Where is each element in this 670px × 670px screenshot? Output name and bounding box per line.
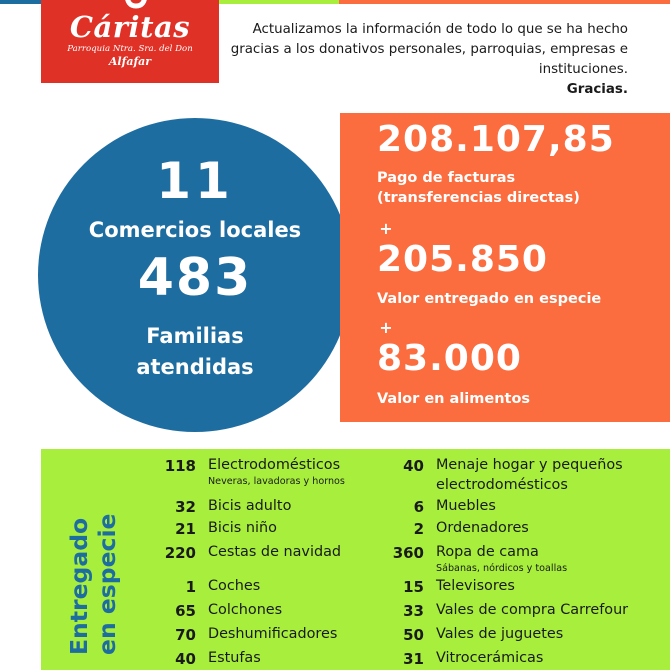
item-label: Bicis niño [208, 520, 277, 536]
item-quantity: 118 [164, 457, 196, 475]
item-label: Bicis adulto [208, 498, 292, 514]
item-label: Televisores [436, 578, 515, 594]
label-invoices [377, 168, 580, 208]
intro-paragraph [228, 20, 628, 100]
list-item [160, 520, 196, 540]
item-label: Cestas de navidad [208, 544, 342, 560]
intro-thanks: Gracias. [566, 82, 628, 97]
item-label: Coches [208, 578, 261, 594]
item-note: Neveras, lavadoras y hornos [208, 476, 345, 487]
list-item [380, 498, 424, 518]
item-label: Menaje hogar y pequeños [436, 457, 623, 473]
item-quantity: 2 [413, 520, 424, 538]
label-invoices-line1: Pago de facturas [377, 170, 516, 186]
item-label: Colchones [208, 602, 283, 618]
top-strip-green [219, 0, 339, 4]
amount-in-kind: 205.850 [377, 239, 548, 280]
item-quantity: 65 [175, 602, 196, 620]
logo-town: Alfafar [108, 55, 152, 68]
amount-food: 83.000 [377, 338, 522, 379]
item-quantity: 40 [403, 457, 424, 475]
item-label: Estufas [208, 650, 261, 666]
top-strip-blue [0, 0, 41, 4]
item-label: Ordenadores [436, 520, 529, 536]
list-item [160, 602, 196, 622]
totals-box [340, 113, 670, 422]
item-label: Muebles [436, 498, 496, 514]
item-quantity: 31 [403, 650, 424, 668]
top-strip-orange [339, 0, 670, 4]
item-quantity: 15 [403, 578, 424, 596]
logo-parish: Parroquia Ntra. Sra. del Don [67, 44, 193, 54]
item-quantity: 220 [164, 544, 196, 562]
families-label [38, 321, 352, 383]
list-item [160, 544, 196, 564]
families-count: 483 [137, 248, 253, 308]
item-label: Vales de juguetes [436, 626, 564, 642]
stats-circle [38, 118, 352, 432]
shops-label: Comercios locales [88, 218, 302, 242]
in-kind-title-line1: Entregado [65, 517, 93, 655]
shops-count: 11 [156, 152, 234, 210]
list-item [380, 578, 424, 598]
label-food: Valor en alimentos [377, 391, 531, 407]
item-quantity: 21 [175, 520, 196, 538]
label-invoices-line2: (transferencias directas) [377, 190, 580, 206]
item-label-continued: electrodomésticos [436, 477, 568, 493]
item-quantity: 40 [175, 650, 196, 668]
item-note: Sábanas, nórdicos y toallas [436, 563, 568, 574]
list-item [380, 602, 424, 622]
list-item [160, 626, 196, 646]
item-label: Deshumificadores [208, 626, 338, 642]
list-item [160, 457, 196, 477]
in-kind-box [41, 449, 670, 670]
item-label: Vitrocerámicas [436, 650, 544, 666]
list-item [380, 457, 424, 477]
list-item [160, 650, 196, 670]
intro-text: Actualizamos la información de todo lo que se ha hecho gracias a los donativos personales, parroquias, empresas e instituciones. [230, 22, 628, 77]
item-label: Electrodomésticos [208, 457, 341, 473]
item-quantity: 6 [413, 498, 424, 516]
item-quantity: 360 [392, 544, 424, 562]
logo-emblem-icon [123, 0, 149, 8]
families-label-line1: Familias [146, 324, 244, 348]
item-quantity: 1 [185, 578, 196, 596]
label-in-kind: Valor entregado en especie [377, 291, 602, 307]
list-item [380, 650, 424, 670]
item-label: Ropa de cama [436, 544, 539, 560]
list-item [160, 578, 196, 598]
in-kind-title [60, 475, 121, 655]
list-item [380, 520, 424, 540]
item-quantity: 33 [403, 602, 424, 620]
item-quantity: 70 [175, 626, 196, 644]
logo-name: Cáritas [69, 10, 191, 44]
list-item [160, 498, 196, 518]
amount-invoices: 208.107,85 [377, 119, 615, 160]
families-label-line2: atendidas [136, 355, 254, 379]
caritas-logo [41, 0, 219, 83]
list-item [380, 544, 424, 564]
plus-sign: + [379, 219, 393, 238]
in-kind-title-line2: en especie [93, 513, 121, 655]
item-quantity: 32 [175, 498, 196, 516]
item-quantity: 50 [403, 626, 424, 644]
list-item [380, 626, 424, 646]
item-label: Vales de compra Carrefour [436, 602, 629, 618]
plus-sign: + [379, 318, 393, 337]
